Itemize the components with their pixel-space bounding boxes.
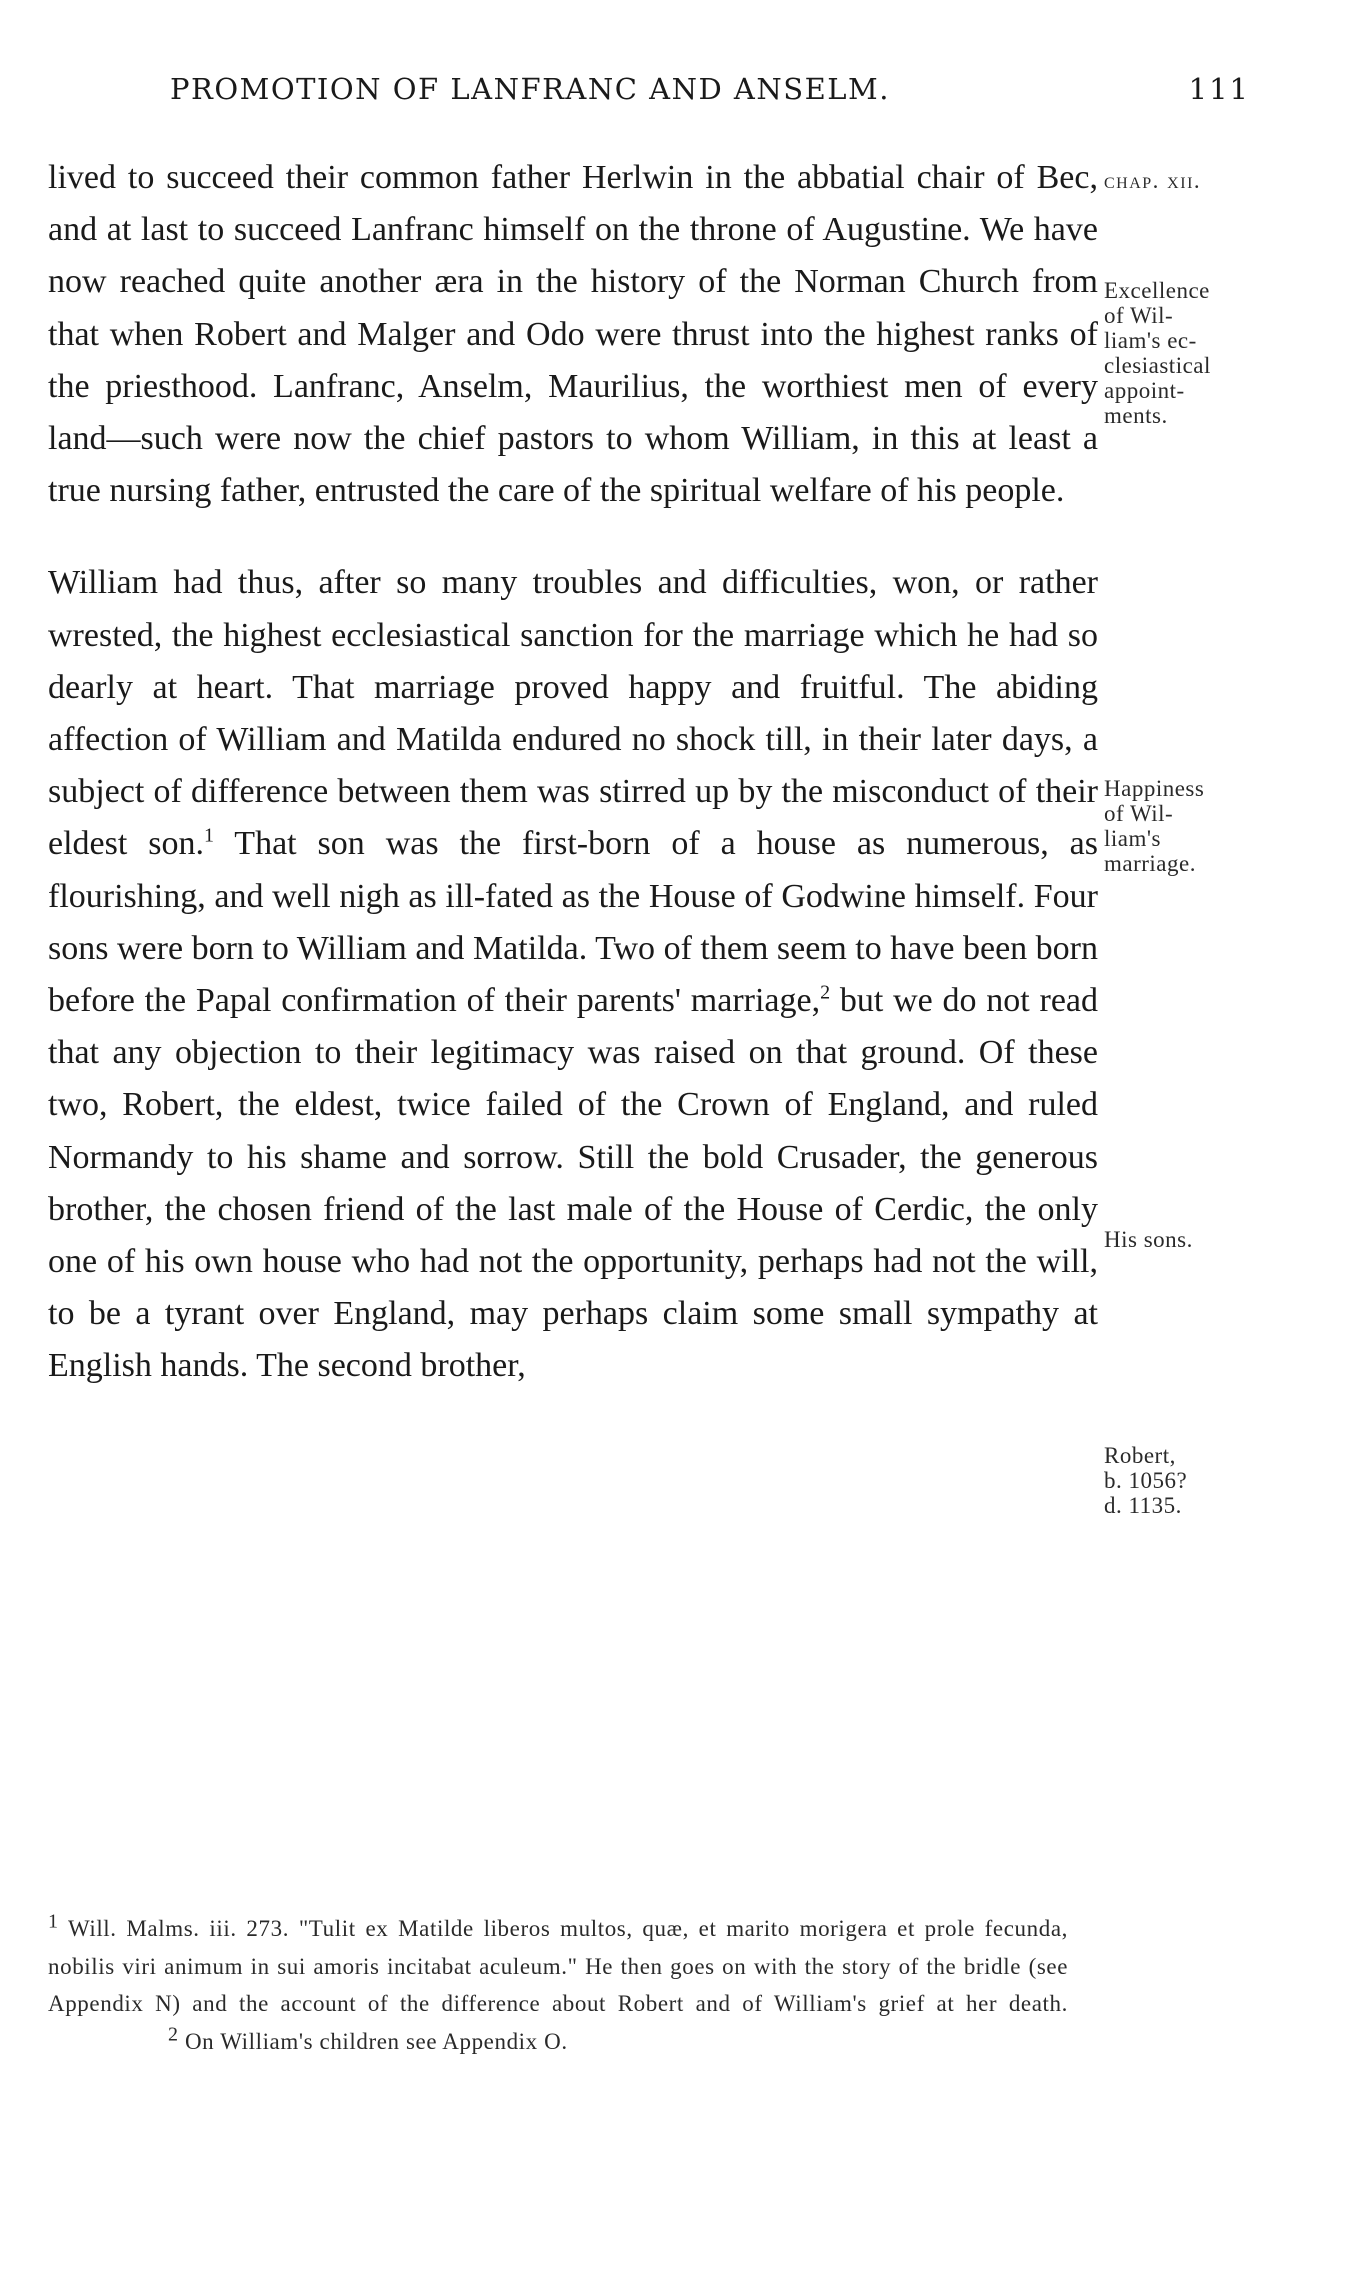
sidenote-line: clesiastical <box>1104 353 1211 378</box>
footnote-2 <box>168 2023 568 2061</box>
sidenote-happiness <box>1104 776 1334 876</box>
sidenote-chapter <box>1104 168 1334 193</box>
paragraph-2-part-b: That son was the first-born of a house as numerous, as flourishing, and well nigh as ill-fated as the House of Godwine himself. Four sons were born to William and Matilda. Two of them seem to have been born before the Papal confirmation of their parents' marriage, <box>48 825 1098 1020</box>
sidenote-line: Excellence <box>1104 278 1210 303</box>
sidenote-line: liam's <box>1104 826 1161 851</box>
sidenote-line: of Wil- <box>1104 303 1174 328</box>
sidenote-line: His sons. <box>1104 1227 1193 1252</box>
paragraph-2-part-c: but we do not read that any objection to their legitimacy was raised on that ground. Of these two, Robert, the eldest, twice failed of the Crown of England, and ruled Normandy to his shame and sorrow. Still the bold Crusader, the generous brother, the chosen friend of the last male of the House of Cerdic, the only one of his own house who had not the opportunity, perhaps had not the will, to be a tyrant over England, may perhaps claim some small sympathy at English hands. The second brother, <box>48 982 1098 1385</box>
footnote-ref-2[interactable]: 2 <box>820 981 831 1004</box>
footnote-2-marker: 2 <box>168 2022 179 2045</box>
sidenote-excellence <box>1104 278 1334 428</box>
sidenote-line: Happiness <box>1104 776 1205 801</box>
page-number: 111 <box>1188 72 1250 106</box>
sidenote-line: marriage. <box>1104 851 1196 876</box>
paragraph-1: lived to succeed their common father Herlwin in the abbatial chair of Bec, and at last to succeed Lanfranc himself on the throne of Augustine. We have now reached quite another æra in the history of the Norman Church from that when Robert and Malger and Odo were thrust into the highest ranks of the priesthood. Lanfranc, Anselm, Maurilius, the worthiest men of every land—such were now the chief pastors to whom William, in this at least a true nursing father, entrusted the care of the spiritual welfare of his people. <box>48 159 1098 510</box>
paragraph-2 <box>48 557 1098 1392</box>
footnote-2-text: On William's children see Appendix O. <box>184 2028 568 2054</box>
sidenote-line: appoint- <box>1104 378 1185 403</box>
running-header <box>170 72 1250 122</box>
paragraph-2-part-a: William had thus, after so many troubles and difficulties, won, or rather wrested, the highest ecclesiastical sanction for the marriage which he had so dearly at heart. That marriage proved happy and fruitful. The abiding affection of William and Matilda endured no shock till, in their later days, a subject of difference between them was stirred up by the misconduct of their eldest son. <box>48 564 1098 863</box>
running-title: PROMOTION OF LANFRANC AND ANSELM. <box>170 72 890 106</box>
sidenote-sons <box>1104 1227 1334 1252</box>
main-text <box>48 152 1098 1393</box>
sidenote-line: liam's ec- <box>1104 328 1197 353</box>
sidenote-line: ments. <box>1104 403 1168 428</box>
footnote-1 <box>48 1910 1068 2060</box>
sidenote-line: d. 1135. <box>1104 1493 1182 1518</box>
sidenote-line: of Wil- <box>1104 801 1174 826</box>
footnote-1-text: Will. Malms. iii. 273. "Tulit ex Matilde liberos multos, quæ, et marito morigera et prole fecunda, nobilis viri animum in sui amoris incitabat aculeum." He then goes on with the story of the bridle (see Appendix N) and the account of the difference about Robert and of William's grief at her death. <box>48 1916 1069 2016</box>
sidenote-line: Robert, <box>1104 1443 1176 1468</box>
footnotes <box>48 1910 1068 2060</box>
sidenote-line: b. 1056? <box>1104 1468 1188 1493</box>
sidenote-chapter-text: chap. xii. <box>1104 168 1202 193</box>
sidenote-robert <box>1104 1443 1334 1518</box>
footnote-1-marker: 1 <box>48 1910 59 1933</box>
footnote-ref-1[interactable]: 1 <box>203 825 214 848</box>
